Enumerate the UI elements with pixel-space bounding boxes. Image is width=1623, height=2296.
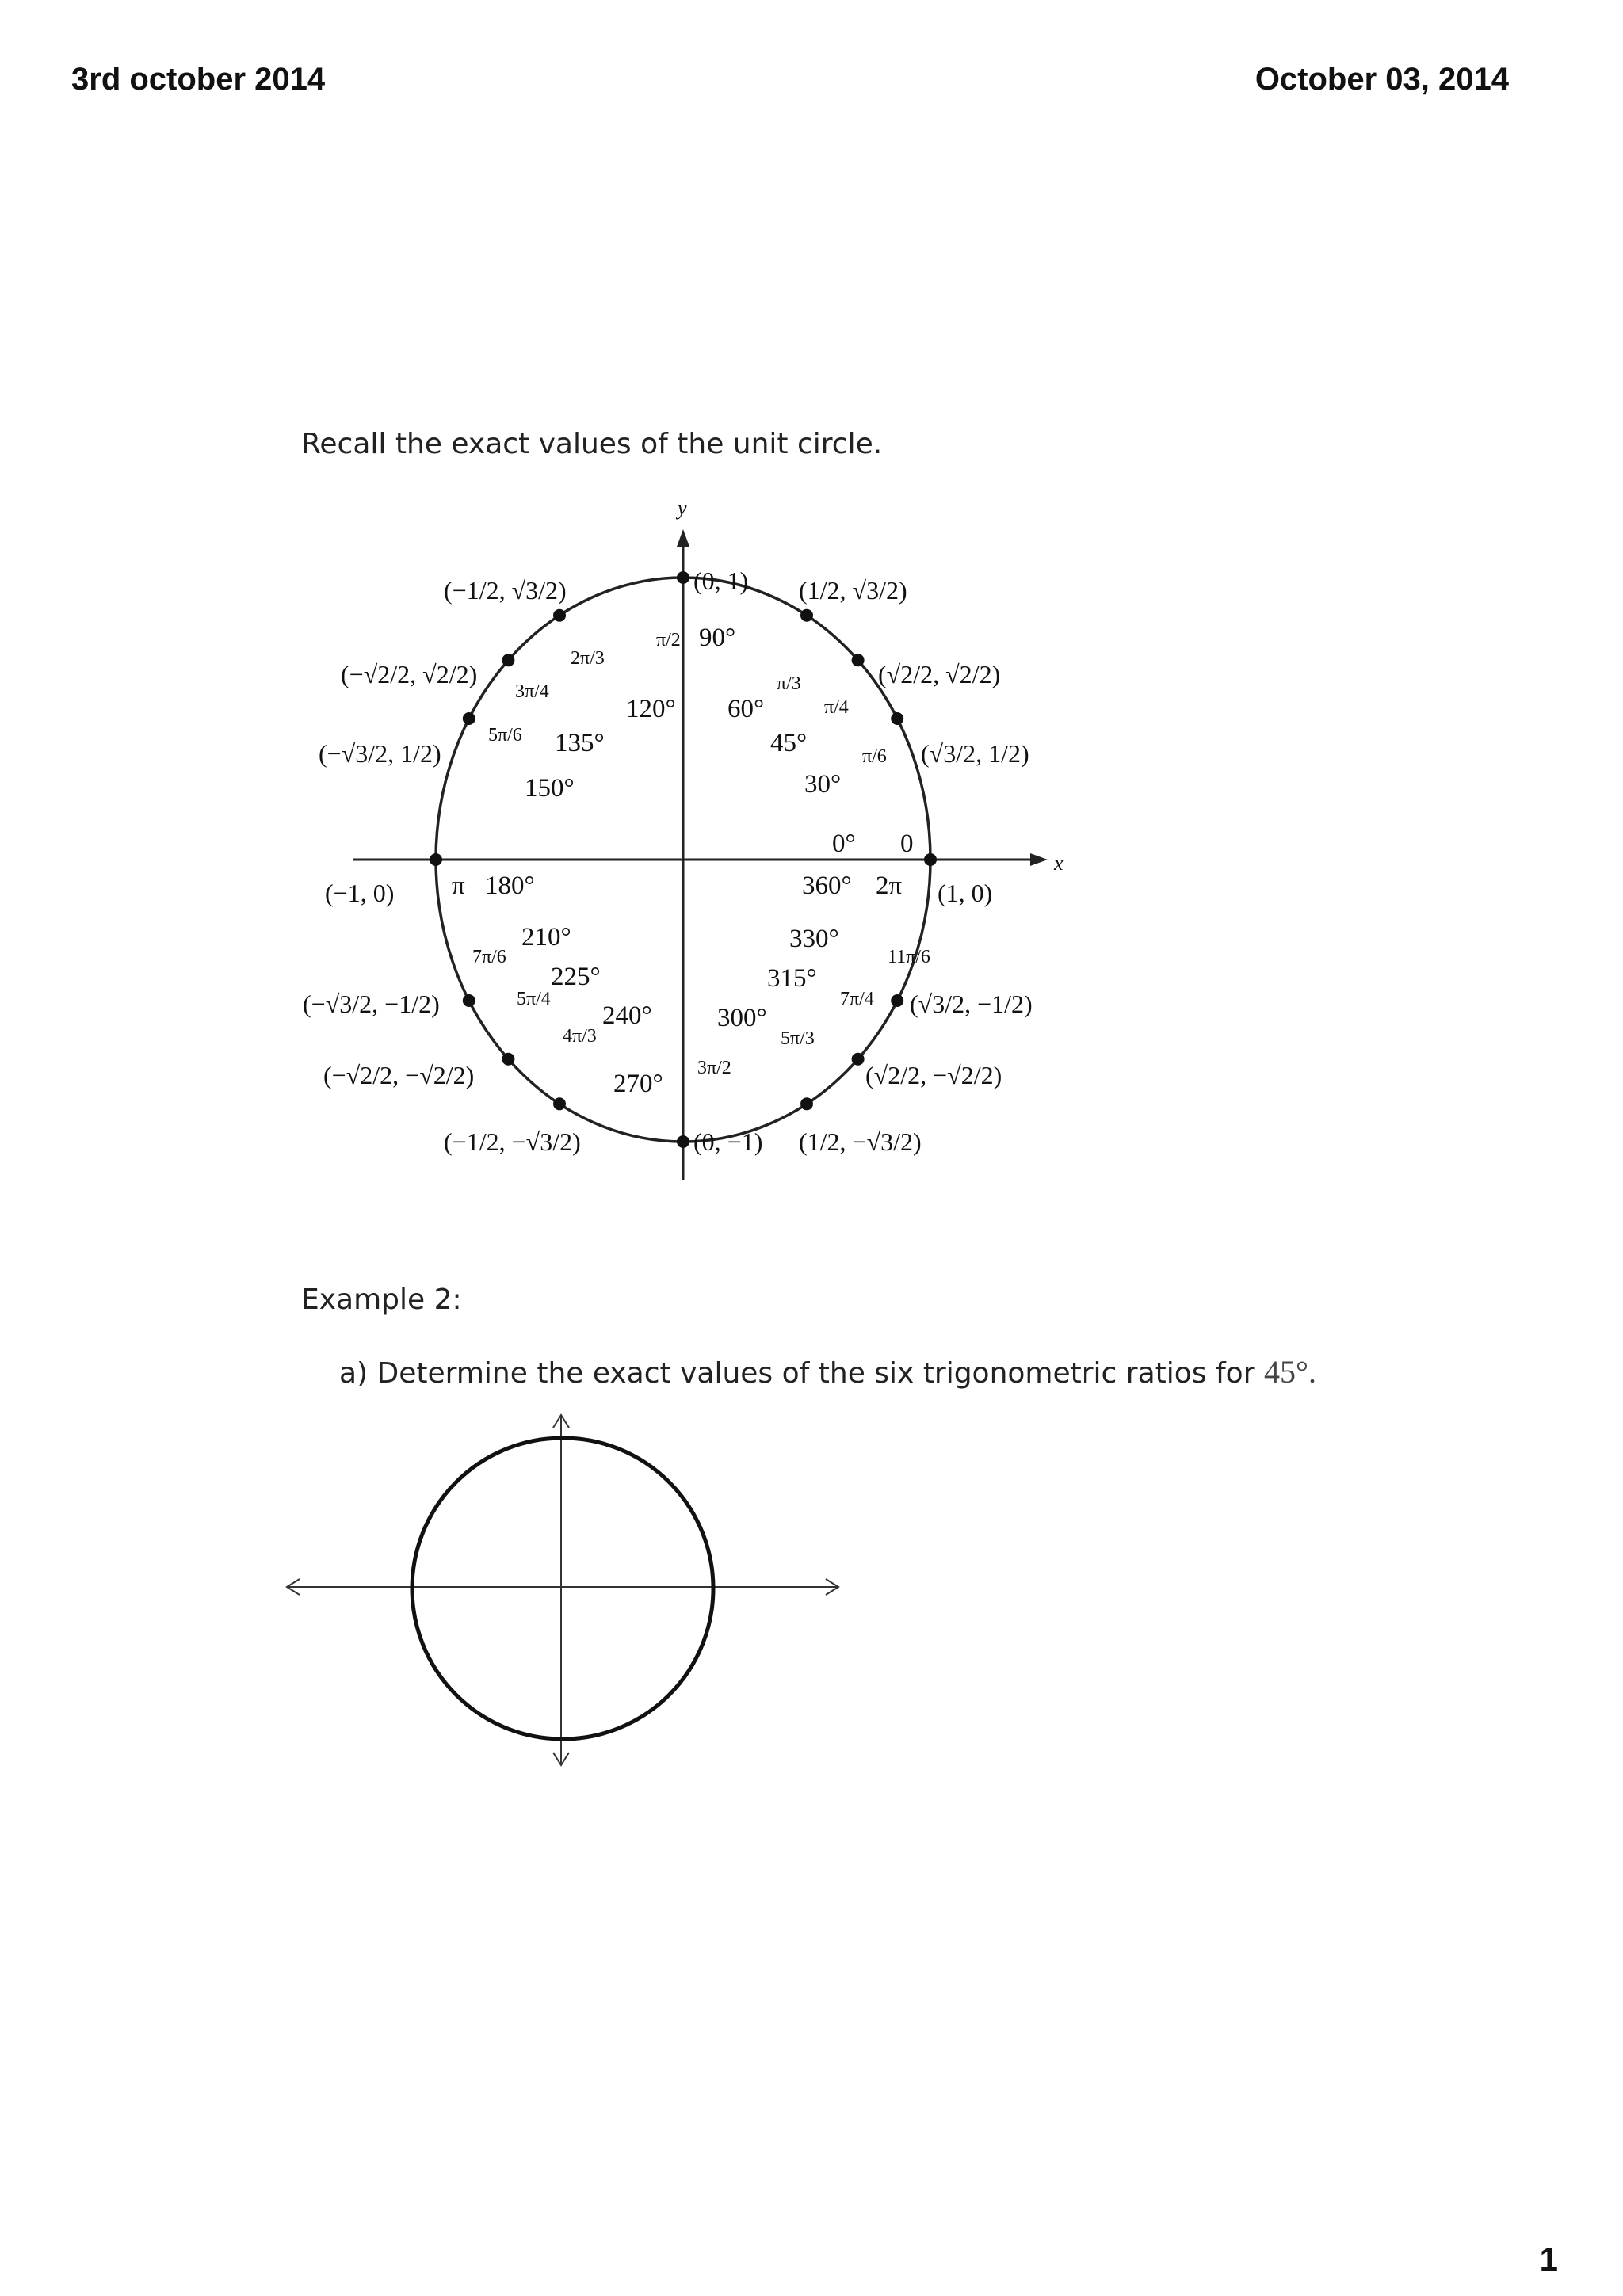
rad-label-240: 4π/3 [563, 1026, 597, 1047]
practice-circle-diagram [287, 1415, 838, 1765]
point-240deg [553, 1097, 566, 1110]
point-45deg [852, 654, 865, 666]
coord-label-30: (√3/2, 1/2) [921, 739, 1029, 768]
header-left-title: 3rd october 2014 [71, 62, 326, 97]
point-315deg [852, 1053, 865, 1066]
coord-label-330: (√3/2, −1/2) [910, 990, 1033, 1018]
deg-label-60: 60° [727, 695, 765, 723]
rad-label-2pi: 2π [876, 871, 903, 900]
deg-label-90: 90° [699, 624, 736, 652]
point-60deg [800, 609, 813, 622]
point-0deg [924, 853, 937, 866]
rad-label-180: π [452, 871, 465, 900]
point-330deg [891, 994, 903, 1007]
deg-label-225: 225° [551, 963, 601, 991]
point-135deg [502, 654, 514, 666]
deg-label-0: 0° [832, 830, 856, 858]
rad-label-330: 11π/6 [888, 947, 930, 967]
deg-label-30: 30° [804, 770, 842, 799]
point-270deg [677, 1135, 689, 1148]
rad-label-0: 0 [900, 830, 914, 858]
deg-label-180: 180° [485, 871, 535, 900]
coord-label-90: (0, 1) [693, 566, 749, 595]
rad-label-30: π/6 [862, 746, 887, 767]
page-number: 1 [1539, 2241, 1558, 2278]
coord-label-225: (−√2/2, −√2/2) [323, 1061, 475, 1089]
deg-label-150: 150° [525, 774, 575, 803]
point-30deg [891, 712, 903, 725]
example-part-a [339, 1353, 1316, 1390]
deg-label-135: 135° [555, 729, 605, 757]
deg-label-210: 210° [521, 923, 571, 952]
coord-label-120: (−1/2, √3/2) [444, 576, 567, 605]
deg-label-45: 45° [770, 729, 808, 757]
part-a-angle: 45°. [1263, 1354, 1316, 1390]
example-title: Example 2: [301, 1283, 462, 1316]
practice-circle [412, 1438, 713, 1739]
point-90deg [677, 571, 689, 584]
intro-text: Recall the exact values of the unit circle. [301, 428, 883, 460]
coord-label-180: (−1, 0) [325, 879, 395, 907]
point-120deg [553, 609, 566, 622]
point-210deg [463, 994, 475, 1007]
point-150deg [463, 712, 475, 725]
point-225deg [502, 1053, 514, 1066]
rad-label-45: π/4 [824, 697, 849, 718]
coord-label-0: (1, 0) [938, 879, 993, 907]
rad-label-225: 5π/4 [517, 989, 551, 1009]
coord-label-210: (−√3/2, −1/2) [303, 990, 440, 1018]
deg-label-315: 315° [767, 964, 817, 993]
coordinate-labels [303, 566, 1033, 1156]
deg-label-300: 300° [717, 1004, 767, 1032]
part-a-text: a) Determine the exact values of the six trigonometric ratios for [339, 1357, 1255, 1390]
coord-label-135: (−√2/2, √2/2) [341, 660, 478, 688]
rad-label-90: π/2 [656, 630, 681, 650]
header-date: October 03, 2014 [1254, 62, 1509, 97]
coord-label-240: (−1/2, −√3/2) [444, 1127, 581, 1156]
x-axis-arrow [1030, 853, 1048, 866]
rad-label-60: π/3 [777, 673, 801, 694]
coord-label-315: (√2/2, −√2/2) [865, 1061, 1002, 1089]
radian-labels [472, 630, 930, 1078]
point-180deg [430, 853, 442, 866]
x-axis-label: x [1054, 852, 1064, 875]
rad-label-270: 3π/2 [697, 1058, 731, 1078]
y-axis-label: y [678, 497, 687, 520]
deg-label-330: 330° [789, 925, 839, 953]
coord-label-150: (−√3/2, 1/2) [319, 739, 441, 768]
deg-label-120: 120° [626, 695, 676, 723]
coord-label-45: (√2/2, √2/2) [878, 660, 1001, 688]
deg-label-270: 270° [613, 1070, 663, 1098]
deg-label-360: 360° [802, 871, 852, 900]
y-axis-arrow [677, 529, 689, 547]
rad-label-150: 5π/6 [488, 725, 522, 746]
deg-label-240: 240° [602, 1001, 652, 1030]
rad-label-135: 3π/4 [515, 681, 549, 702]
rad-label-300: 5π/3 [781, 1028, 815, 1049]
coord-label-60: (1/2, √3/2) [799, 576, 907, 605]
coord-label-300: (1/2, −√3/2) [799, 1127, 922, 1156]
point-300deg [800, 1097, 813, 1110]
coord-label-270: (0, −1) [693, 1127, 763, 1156]
rad-label-315: 7π/4 [840, 989, 874, 1009]
rad-label-120: 2π/3 [571, 648, 605, 669]
rad-label-210: 7π/6 [472, 947, 506, 967]
